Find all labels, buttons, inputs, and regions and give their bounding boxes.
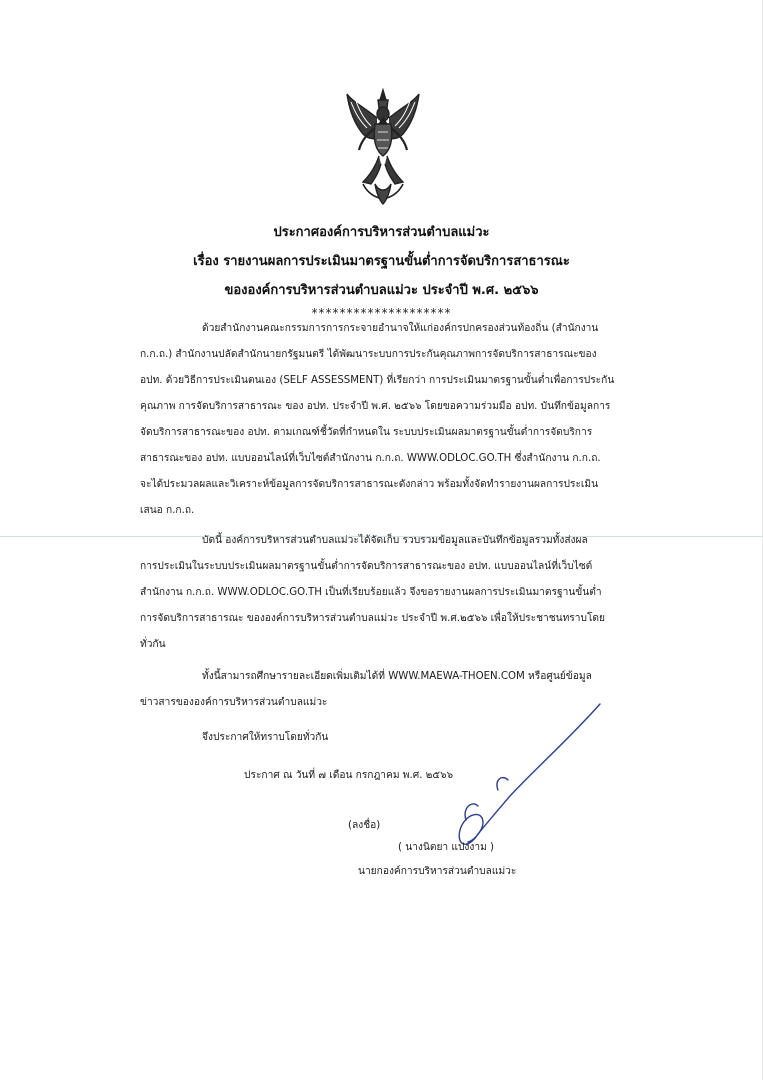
announcement-header — [0, 218, 763, 321]
paragraph-line: การจัดบริการสาธารณะ ขององค์การบริหารส่วนตำบลแม่วะ ประจำปี พ.ศ.๒๕๖๖ เพื่อให้ประชาชนทราบโดย — [140, 613, 606, 624]
paragraph-line: คุณภาพ การจัดบริการสาธารณะ ของ อปท. ประจำปี พ.ศ. ๒๕๖๖ โดยขอความร่วมมือ อปท. บันทึกข้อมูลการ — [140, 401, 611, 412]
paragraph-line: สำนักงาน ก.ก.ถ. WWW.ODLOC.GO.TH เป็นที่เรียบร้อยแล้ว จึงขอรายงานผลการประเมินมาตรฐานขั้นต่ำ — [140, 587, 602, 598]
signed-label: (ลงชื่อ) — [348, 820, 381, 831]
paragraph-line: ก.ก.ถ.) สำนักงานปลัดสำนักนายกรัฐมนตรี ได้พัฒนาระบบการประกันคุณภาพการจัดบริการสาธารณะของ — [140, 349, 597, 360]
announcement-subject-continued: ขององค์การบริหารส่วนตำบลแม่วะ ประจำปี พ.ศ. ๒๕๖๖ — [224, 283, 539, 298]
closing-statement: จึงประกาศให้ทราบโดยทั่วกัน — [202, 732, 329, 743]
paragraph-line: อปท. ด้วยวิธีการประเมินตนเอง (SELF ASSESSMENT) ที่เรียกว่า การประเมินมาตรฐานขั้นต่ำเพื่อการประกัน — [140, 375, 615, 386]
signer-title: นายกองค์การบริหารส่วนตำบลแม่วะ — [358, 866, 517, 877]
signer-name: ( นางนิตยา แปงงาม ) — [398, 842, 495, 853]
handwritten-signature — [438, 700, 608, 860]
paragraph-1 — [140, 316, 700, 524]
announcement-title: ประกาศองค์การบริหารส่วนตำบลแม่วะ — [273, 225, 490, 240]
paragraph-line: ทั่วกัน — [140, 639, 166, 650]
announcement-subject: เรื่อง รายงานผลการประเมินมาตรฐานขั้นต่ำการจัดบริการสาธารณะ — [193, 254, 570, 269]
paragraph-line: ข่าวสารขององค์การบริหารส่วนตำบลแม่วะ — [140, 697, 328, 708]
paragraph-2 — [140, 528, 700, 658]
date-line: ประกาศ ณ วันที่ ๗ เดือน กรกฎาคม พ.ศ. ๒๕๖๖ — [244, 770, 454, 781]
paragraph-line: จะได้ประมวลผลและวิเคราะห์ข้อมูลการจัดบริการสาธารณะดังกล่าว พร้อมทั้งจัดทำรายงานผลการประเมิน — [140, 479, 599, 490]
separator-stars: ******************** — [311, 306, 452, 320]
paragraph-line: ด้วยสำนักงานคณะกรรมการการกระจายอำนาจให้แก่องค์กรปกครองส่วนท้องถิ่น (สำนักงาน — [202, 323, 599, 334]
paragraph-line: การประเมินในระบบประเมินผลมาตรฐานขั้นต่ำการจัดบริการสาธารณะของ อปท. แบบออนไลน์ที่เว็บไซต์ — [140, 561, 593, 572]
paragraph-line: สาธารณะของ อปท. แบบออนไลน์ที่เว็บไซต์สำนักงาน ก.ก.ถ. WWW.ODLOC.GO.TH ซึ่งสำนักงาน ก.ก.ถ. — [140, 453, 601, 464]
paragraph-line: บัดนี้ องค์การบริหารส่วนตำบลแม่วะได้จัดเก็บ รวบรวมข้อมูลและบันทึกข้อมูลรวมทั้งส่งผล — [202, 535, 588, 546]
garuda-emblem-icon — [345, 88, 421, 206]
paragraph-line: ทั้งนี้สามารถศึกษารายละเอียดเพิ่มเติมได้ที่ WWW.MAEWA-THOEN.COM หรือศูนย์ข้อมูล — [202, 671, 592, 682]
paragraph-line: จัดบริการสาธารณะของ อปท. ตามเกณฑ์ชี้วัดที่กำหนดใน ระบบประเมินผลมาตรฐานขั้นต่ำการจัดบริการ — [140, 427, 593, 438]
paragraph-line: เสนอ ก.ก.ถ. — [140, 505, 195, 516]
paragraph-3 — [140, 664, 700, 716]
